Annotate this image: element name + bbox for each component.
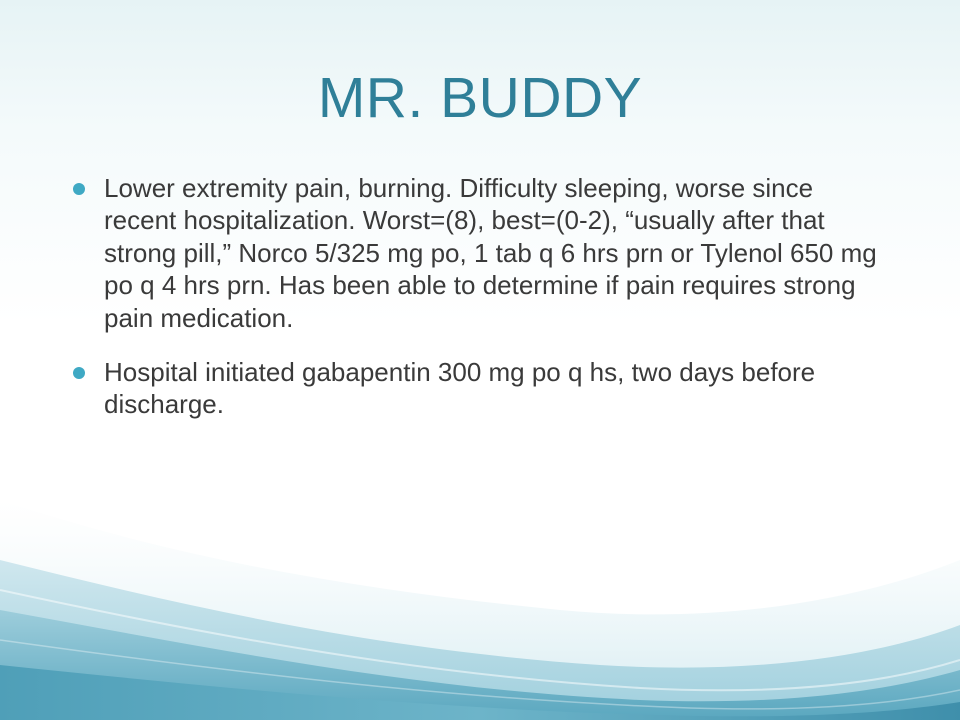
bullet-list xyxy=(72,172,892,443)
bullet-text: Hospital initiated gabapentin 300 mg po q hs, two days before discharge. xyxy=(104,357,816,420)
bullet-text: Lower extremity pain, burning. Difficulty sleeping, worse since recent hospitalization. Worst=(8), best=(0-2), “usually after that strong pill,” Norco 5/325 mg po, 1 tab q 6 hrs prn or Tylenol 650 mg po q 4 hrs prn. Has been able to determine if pain requires strong pain medication. xyxy=(104,173,877,333)
bullet-item xyxy=(72,356,892,421)
bullet-marker-icon xyxy=(73,183,85,195)
slide-title: MR. BUDDY xyxy=(317,66,643,130)
bullet-item xyxy=(72,172,892,334)
bullet-marker-icon xyxy=(73,367,85,379)
